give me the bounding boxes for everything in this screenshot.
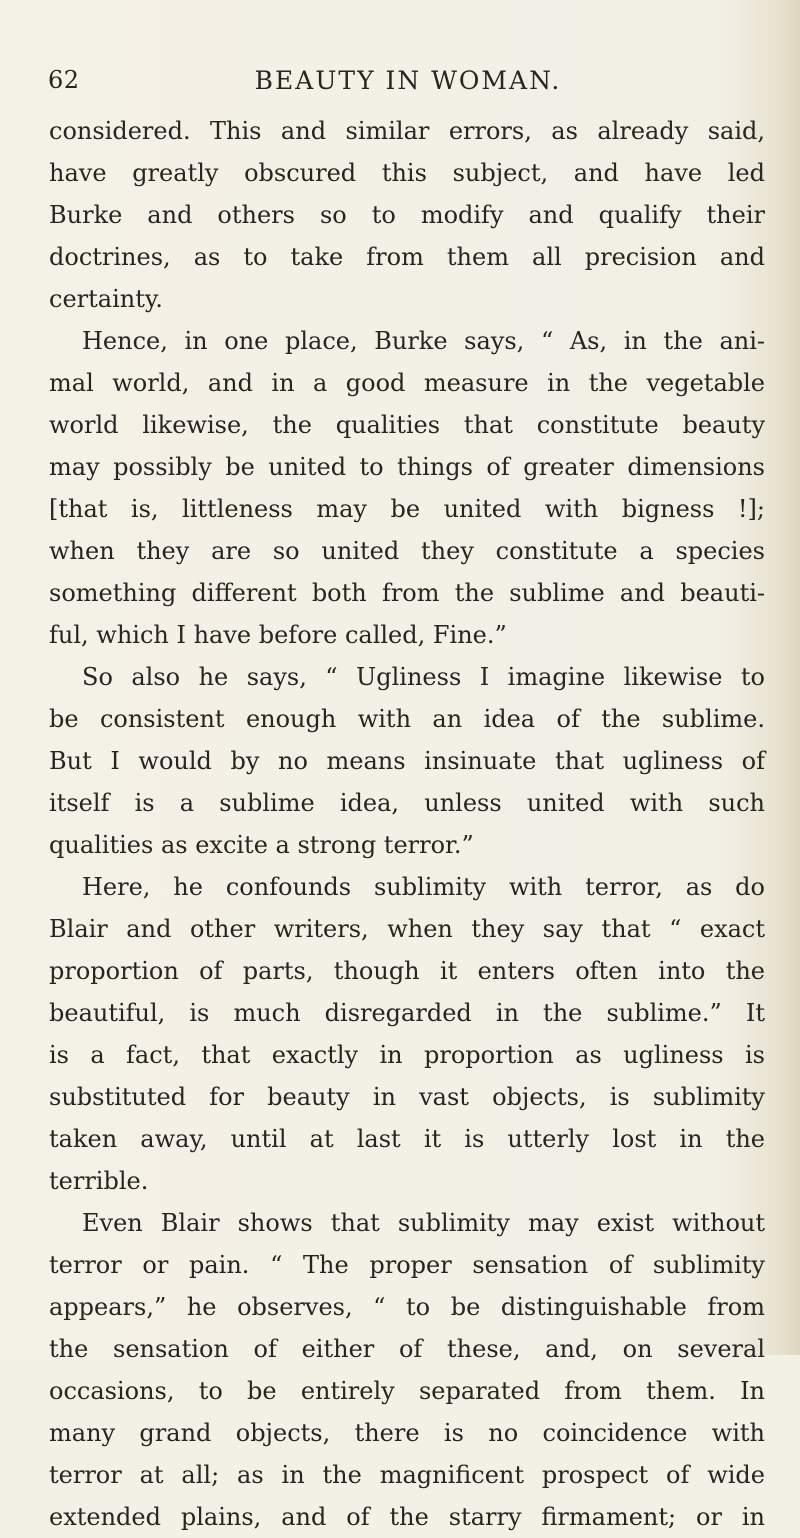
text-line: have greatly obscured this subject, and have led xyxy=(49,159,765,187)
running-head xyxy=(48,66,768,106)
text-line: beautiful, is much disregarded in the sublime.” It xyxy=(49,999,765,1027)
text-line: when they are so united they constitute a species xyxy=(49,537,765,565)
text-line: may possibly be united to things of greater dimensions xyxy=(49,453,765,481)
text-line: considered. This and similar errors, as already said, xyxy=(49,117,765,145)
text-line: world likewise, the qualities that constitute beauty xyxy=(49,411,765,439)
text-line: be consistent enough with an idea of the sublime. xyxy=(49,705,765,733)
page-number: 62 xyxy=(48,66,80,94)
text-line: the sensation of either of these, and, on several xyxy=(49,1335,765,1363)
text-line: [that is, littleness may be united with bigness !]; xyxy=(49,495,765,523)
text-line: itself is a sublime idea, unless united with such xyxy=(49,789,765,817)
text-line: Blair and other writers, when they say that “ exact xyxy=(49,915,765,943)
text-line: extended plains, and of the starry firmament; or in xyxy=(49,1503,765,1531)
text-line: terror or pain. “ The proper sensation of sublimity xyxy=(49,1251,765,1279)
text-line: many grand objects, there is no coincidence with xyxy=(49,1419,765,1447)
text-line: proportion of parts, though it enters often into the xyxy=(49,957,765,985)
text-line: terror at all; as in the magnificent prospect of wide xyxy=(49,1461,765,1489)
text-line: is a fact, that exactly in proportion as ugliness is xyxy=(49,1041,765,1069)
text-line: But I would by no means insinuate that ugliness of xyxy=(49,747,765,775)
text-line: Even Blair shows that sublimity may exist without xyxy=(82,1209,765,1237)
text-line: doctrines, as to take from them all precision and xyxy=(49,243,765,271)
text-line: Here, he confounds sublimity with terror, as do xyxy=(82,873,765,901)
text-line: terrible. xyxy=(49,1167,149,1195)
text-line: mal world, and in a good measure in the vegetable xyxy=(49,369,765,397)
running-title: BEAUTY IN WOMAN. xyxy=(254,66,562,95)
text-line: substituted for beauty in vast objects, is sublimity xyxy=(49,1083,765,1111)
text-line: taken away, until at last it is utterly lost in the xyxy=(49,1125,765,1153)
text-line: ful, which I have before called, Fine.” xyxy=(49,621,507,649)
text-line: Burke and others so to modify and qualify their xyxy=(49,201,765,229)
text-line: appears,” he observes, “ to be distinguishable from xyxy=(49,1293,765,1321)
text-line: certainty. xyxy=(49,285,163,313)
body-text xyxy=(49,110,765,1538)
text-line: something different both from the sublime and beauti- xyxy=(49,579,765,607)
text-line: So also he says, “ Ugliness I imagine likewise to xyxy=(82,663,765,691)
text-line: occasions, to be entirely separated from them. In xyxy=(49,1377,765,1405)
text-line: Hence, in one place, Burke says, “ As, in the ani- xyxy=(82,327,765,355)
text-line: qualities as excite a strong terror.” xyxy=(49,831,474,859)
